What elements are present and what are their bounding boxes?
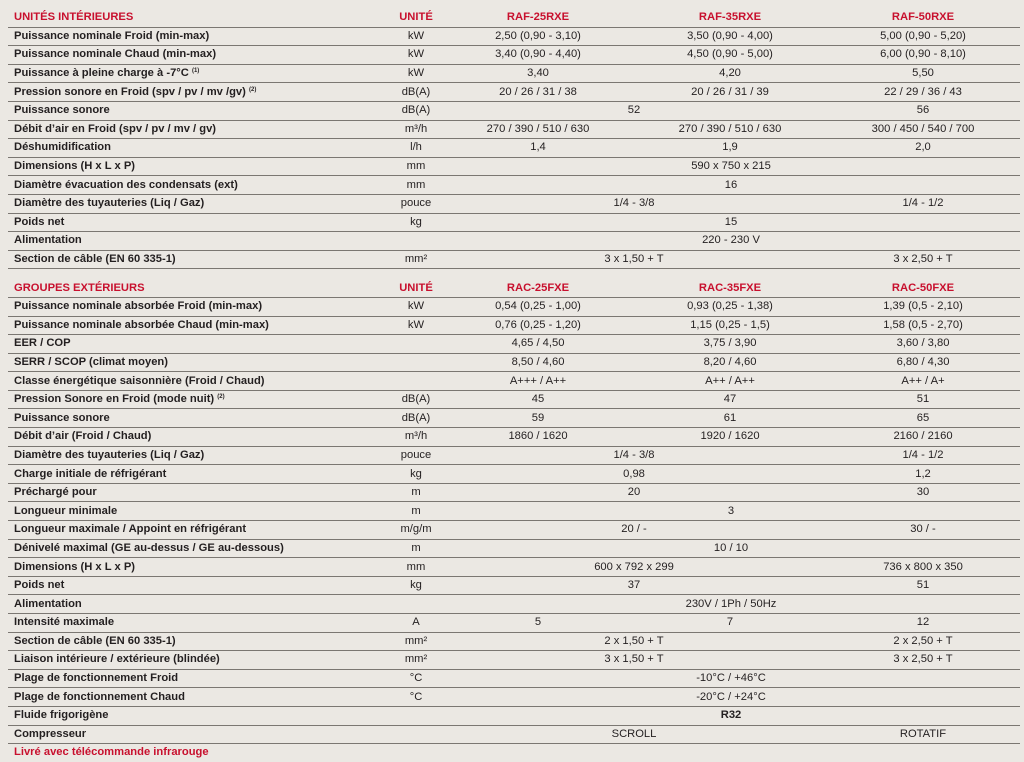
row-value: 4,50 (0,90 - 5,00)	[634, 46, 826, 65]
row-value: A++ / A++	[634, 372, 826, 391]
row-label-text: Puissance sonore	[14, 104, 110, 117]
row-unit: dB(A)	[390, 409, 442, 428]
row-unit: m	[390, 539, 442, 558]
table-row	[8, 316, 1020, 335]
table-row	[8, 688, 1020, 707]
row-value: 30	[826, 483, 1020, 502]
row-value: 47	[634, 390, 826, 409]
table-row	[8, 64, 1020, 83]
indoor-header-row	[8, 9, 1020, 27]
row-label-text: Puissance nominale absorbée Chaud (min-max)	[14, 318, 269, 331]
row-value: 20 / 26 / 31 / 39	[634, 83, 826, 102]
row-label	[8, 232, 390, 251]
row-label-text: Poids net	[14, 215, 65, 228]
table-row	[8, 502, 1020, 521]
row-value: 52	[442, 101, 826, 120]
row-label-text: Pression sonore en Froid (spv / pv / mv /gv)	[14, 85, 246, 98]
row-label-text: Fluide frigorigène	[14, 709, 109, 722]
row-label-text: Liaison intérieure / extérieure (blindée)	[14, 653, 220, 666]
footnote: Livré avec télécommande infrarouge	[14, 746, 209, 759]
row-label-text: Diamètre des tuyauteries (Liq / Gaz)	[14, 448, 205, 461]
row-label	[8, 465, 390, 484]
table-row	[8, 232, 1020, 251]
row-value: R32	[442, 706, 1020, 725]
table-row	[8, 139, 1020, 158]
row-value: 12	[826, 614, 1020, 633]
table-row	[8, 27, 1020, 46]
row-label	[8, 27, 390, 46]
row-value: 2,0	[826, 139, 1020, 158]
table-row	[8, 297, 1020, 316]
table-row	[8, 83, 1020, 102]
row-value: 8,50 / 4,60	[442, 353, 634, 372]
table-row	[8, 669, 1020, 688]
table-row	[8, 213, 1020, 232]
row-label	[8, 83, 390, 102]
row-value: 1,15 (0,25 - 1,5)	[634, 316, 826, 335]
footnote-ref: (2)	[249, 86, 257, 93]
row-unit: mm	[390, 558, 442, 577]
row-value: 4,65 / 4,50	[442, 335, 634, 354]
row-value: 59	[442, 409, 634, 428]
row-value: 3 x 2,50 + T	[826, 250, 1020, 269]
row-label-text: Préchargé pour	[14, 486, 97, 499]
row-value: 2 x 2,50 + T	[826, 632, 1020, 651]
row-value: 30 / -	[826, 521, 1020, 540]
row-unit: kg	[390, 576, 442, 595]
row-label	[8, 390, 390, 409]
row-label-text: Puissance nominale Froid (min-max)	[14, 29, 210, 42]
row-value: 1,39 (0,5 - 2,10)	[826, 297, 1020, 316]
table-row	[8, 725, 1020, 744]
row-value: 6,80 / 4,30	[826, 353, 1020, 372]
row-label-text: Déshumidification	[14, 141, 111, 154]
row-value: 56	[826, 101, 1020, 120]
row-unit	[390, 372, 442, 391]
table-row	[8, 595, 1020, 614]
row-value: 2 x 1,50 + T	[442, 632, 826, 651]
row-value: 1,9	[634, 139, 826, 158]
table-row	[8, 465, 1020, 484]
spec-sheet	[8, 9, 1020, 762]
row-value: 37	[442, 576, 826, 595]
row-unit: kW	[390, 316, 442, 335]
row-label-text: SERR / SCOP (climat moyen)	[14, 355, 168, 368]
row-value: 15	[442, 213, 1020, 232]
row-unit: kg	[390, 213, 442, 232]
row-value: 0,76 (0,25 - 1,20)	[442, 316, 634, 335]
table-row	[8, 614, 1020, 633]
row-label-text: Alimentation	[14, 234, 82, 247]
table-row	[8, 372, 1020, 391]
row-value: 2,50 (0,90 - 3,10)	[442, 27, 634, 46]
row-label	[8, 706, 390, 725]
row-value: 20 / -	[442, 521, 826, 540]
row-value: 2160 / 2160	[826, 428, 1020, 447]
row-value: 1,4	[442, 139, 634, 158]
row-unit: mm²	[390, 632, 442, 651]
table-row	[8, 706, 1020, 725]
row-label	[8, 651, 390, 670]
row-label-text: Dénivelé maximal (GE au-dessus / GE au-dessous)	[14, 541, 284, 554]
row-value: 270 / 390 / 510 / 630	[634, 120, 826, 139]
row-value: 51	[826, 576, 1020, 595]
row-unit: A	[390, 614, 442, 633]
row-label-text: Charge initiale de réfrigérant	[14, 467, 167, 480]
row-label-text: Diamètre des tuyauteries (Liq / Gaz)	[14, 197, 205, 210]
row-value: 0,54 (0,25 - 1,00)	[442, 297, 634, 316]
outdoor-unit-header: UNITÉ	[390, 279, 442, 297]
row-label-text: Section de câble (EN 60 335-1)	[14, 253, 176, 266]
row-value: 3,60 / 3,80	[826, 335, 1020, 354]
row-value: 3,50 (0,90 - 4,00)	[634, 27, 826, 46]
table-row	[8, 446, 1020, 465]
row-unit	[390, 706, 442, 725]
row-label	[8, 297, 390, 316]
row-label-text: Puissance sonore	[14, 411, 110, 424]
row-label-text: Compresseur	[14, 727, 87, 740]
table-row	[8, 521, 1020, 540]
footnote-ref: (1)	[191, 68, 200, 75]
table-row	[8, 157, 1020, 176]
row-value: 6,00 (0,90 - 8,10)	[826, 46, 1020, 65]
model-header: RAC-50FXE	[826, 279, 1020, 297]
row-value: 3,40 (0,90 - 4,40)	[442, 46, 634, 65]
row-value: 51	[826, 390, 1020, 409]
table-row	[8, 428, 1020, 447]
row-value: SCROLL	[442, 725, 826, 744]
row-value: 16	[442, 176, 1020, 195]
row-unit: mm	[390, 176, 442, 195]
row-label	[8, 157, 390, 176]
row-value: 1860 / 1620	[442, 428, 634, 447]
row-value: 230V / 1Ph / 50Hz	[442, 595, 1020, 614]
table-row	[8, 558, 1020, 577]
table-row	[8, 335, 1020, 354]
row-value: 270 / 390 / 510 / 630	[442, 120, 634, 139]
row-label-text: EER / COP	[14, 337, 71, 350]
row-unit: kW	[390, 64, 442, 83]
row-unit: °C	[390, 688, 442, 707]
row-label	[8, 558, 390, 577]
row-label	[8, 101, 390, 120]
outdoor-section-title: GROUPES EXTÉRIEURS	[8, 279, 390, 297]
row-value: -10°C / +46°C	[442, 669, 1020, 688]
row-value: 1920 / 1620	[634, 428, 826, 447]
row-value: 45	[442, 390, 634, 409]
row-label-text: Intensité maximale	[14, 616, 115, 629]
row-value: 4,20	[634, 64, 826, 83]
row-label-text: Puissance nominale absorbée Froid (min-max)	[14, 300, 263, 313]
row-value: 1/4 - 3/8	[442, 446, 826, 465]
row-unit	[390, 725, 442, 744]
row-value: 736 x 800 x 350	[826, 558, 1020, 577]
row-label	[8, 725, 390, 744]
row-unit: kW	[390, 297, 442, 316]
row-value: 3 x 2,50 + T	[826, 651, 1020, 670]
row-label-text: Pression Sonore en Froid (mode nuit)	[14, 393, 215, 406]
row-unit: pouce	[390, 446, 442, 465]
footnote-section	[8, 744, 1020, 762]
row-label	[8, 428, 390, 447]
row-unit: mm²	[390, 651, 442, 670]
row-label-text: Dimensions (H x L x P)	[14, 560, 136, 573]
row-label	[8, 316, 390, 335]
row-label	[8, 446, 390, 465]
row-label	[8, 688, 390, 707]
row-label	[8, 194, 390, 213]
row-label	[8, 614, 390, 633]
row-value: 20 / 26 / 31 / 38	[442, 83, 634, 102]
row-value: 61	[634, 409, 826, 428]
row-value: 600 x 792 x 299	[442, 558, 826, 577]
table-row	[8, 576, 1020, 595]
table-row	[8, 353, 1020, 372]
row-label	[8, 595, 390, 614]
row-label	[8, 120, 390, 139]
row-label-text: Longueur minimale	[14, 504, 118, 517]
row-unit: kW	[390, 46, 442, 65]
row-value: 0,93 (0,25 - 1,38)	[634, 297, 826, 316]
row-unit: kW	[390, 27, 442, 46]
row-unit: l/h	[390, 139, 442, 158]
row-unit: °C	[390, 669, 442, 688]
spec-table	[8, 9, 1020, 762]
table-row	[8, 46, 1020, 65]
row-value: -20°C / +24°C	[442, 688, 1020, 707]
row-value: 3 x 1,50 + T	[442, 250, 826, 269]
row-label-text: Puissance à pleine charge à -7°C	[14, 67, 189, 80]
row-value: 22 / 29 / 36 / 43	[826, 83, 1020, 102]
row-label	[8, 353, 390, 372]
row-value: 0,98	[442, 465, 826, 484]
table-row	[8, 390, 1020, 409]
row-value: 3 x 1,50 + T	[442, 651, 826, 670]
model-header: RAF-50RXE	[826, 9, 1020, 27]
row-label	[8, 46, 390, 65]
row-unit: m	[390, 483, 442, 502]
row-value: 300 / 450 / 540 / 700	[826, 120, 1020, 139]
table-row	[8, 539, 1020, 558]
row-unit: m³/h	[390, 120, 442, 139]
row-label	[8, 539, 390, 558]
model-header: RAF-35RXE	[634, 9, 826, 27]
row-label-text: Poids net	[14, 579, 65, 592]
indoor-section-title: UNITÉS INTÉRIEURES	[8, 9, 390, 27]
row-unit: dB(A)	[390, 390, 442, 409]
row-value: A+++ / A++	[442, 372, 634, 391]
row-label	[8, 250, 390, 269]
indoor-section	[8, 9, 1020, 269]
row-label-text: Plage de fonctionnement Chaud	[14, 690, 185, 703]
row-unit: m	[390, 502, 442, 521]
row-label-text: Débit d’air en Froid (spv / pv / mv / gv)	[14, 122, 217, 135]
row-value: 65	[826, 409, 1020, 428]
row-value: 1,2	[826, 465, 1020, 484]
table-row	[8, 176, 1020, 195]
table-row	[8, 120, 1020, 139]
row-unit: m/g/m	[390, 521, 442, 540]
row-value: 1/4 - 1/2	[826, 194, 1020, 213]
table-row	[8, 483, 1020, 502]
model-header: RAC-25FXE	[442, 279, 634, 297]
row-unit: dB(A)	[390, 101, 442, 120]
row-label-text: Diamètre évacuation des condensats (ext)	[14, 178, 238, 191]
row-value: 5,00 (0,90 - 5,20)	[826, 27, 1020, 46]
row-label-text: Puissance nominale Chaud (min-max)	[14, 48, 217, 61]
row-value: 3,75 / 3,90	[634, 335, 826, 354]
row-label	[8, 409, 390, 428]
row-label	[8, 64, 390, 83]
table-row	[8, 632, 1020, 651]
row-unit	[390, 232, 442, 251]
row-value: 3	[442, 502, 1020, 521]
model-header: RAC-35FXE	[634, 279, 826, 297]
row-label	[8, 372, 390, 391]
row-label-text: Longueur maximale / Appoint en réfrigérant	[14, 523, 247, 536]
row-value: A++ / A+	[826, 372, 1020, 391]
indoor-unit-header: UNITÉ	[390, 9, 442, 27]
row-unit: mm²	[390, 250, 442, 269]
row-value: ROTATIF	[826, 725, 1020, 744]
table-row	[8, 651, 1020, 670]
row-value: 20	[442, 483, 826, 502]
row-label-text: Classe énergétique saisonnière (Froid / Chaud)	[14, 374, 265, 387]
row-label-text: Plage de fonctionnement Froid	[14, 672, 179, 685]
row-label	[8, 335, 390, 354]
table-row	[8, 409, 1020, 428]
model-header: RAF-25RXE	[442, 9, 634, 27]
row-label-text: Section de câble (EN 60 335-1)	[14, 634, 176, 647]
row-value: 5,50	[826, 64, 1020, 83]
row-unit: pouce	[390, 194, 442, 213]
row-value: 8,20 / 4,60	[634, 353, 826, 372]
table-row	[8, 250, 1020, 269]
section-spacer	[8, 269, 1020, 280]
row-value: 1/4 - 3/8	[442, 194, 826, 213]
row-label-text: Dimensions (H x L x P)	[14, 160, 136, 173]
row-label	[8, 521, 390, 540]
row-label	[8, 576, 390, 595]
row-value: 7	[634, 614, 826, 633]
row-value: 3,40	[442, 64, 634, 83]
row-unit	[390, 353, 442, 372]
row-label	[8, 669, 390, 688]
table-row	[8, 101, 1020, 120]
row-label	[8, 139, 390, 158]
outdoor-header-row	[8, 279, 1020, 297]
row-value: 10 / 10	[442, 539, 1020, 558]
row-value: 220 - 230 V	[442, 232, 1020, 251]
row-label	[8, 483, 390, 502]
table-row	[8, 194, 1020, 213]
row-unit	[390, 335, 442, 354]
row-unit: kg	[390, 465, 442, 484]
outdoor-section	[8, 279, 1020, 743]
row-label-text: Alimentation	[14, 597, 82, 610]
row-value: 1/4 - 1/2	[826, 446, 1020, 465]
row-label	[8, 632, 390, 651]
row-label-text: Débit d’air (Froid / Chaud)	[14, 430, 152, 443]
row-unit	[390, 595, 442, 614]
row-unit: mm	[390, 157, 442, 176]
row-label	[8, 502, 390, 521]
footnote-ref: (2)	[217, 394, 225, 401]
row-unit: m³/h	[390, 428, 442, 447]
row-label	[8, 176, 390, 195]
row-value: 5	[442, 614, 634, 633]
row-value: 1,58 (0,5 - 2,70)	[826, 316, 1020, 335]
row-value: 590 x 750 x 215	[442, 157, 1020, 176]
row-label	[8, 213, 390, 232]
row-unit: dB(A)	[390, 83, 442, 102]
